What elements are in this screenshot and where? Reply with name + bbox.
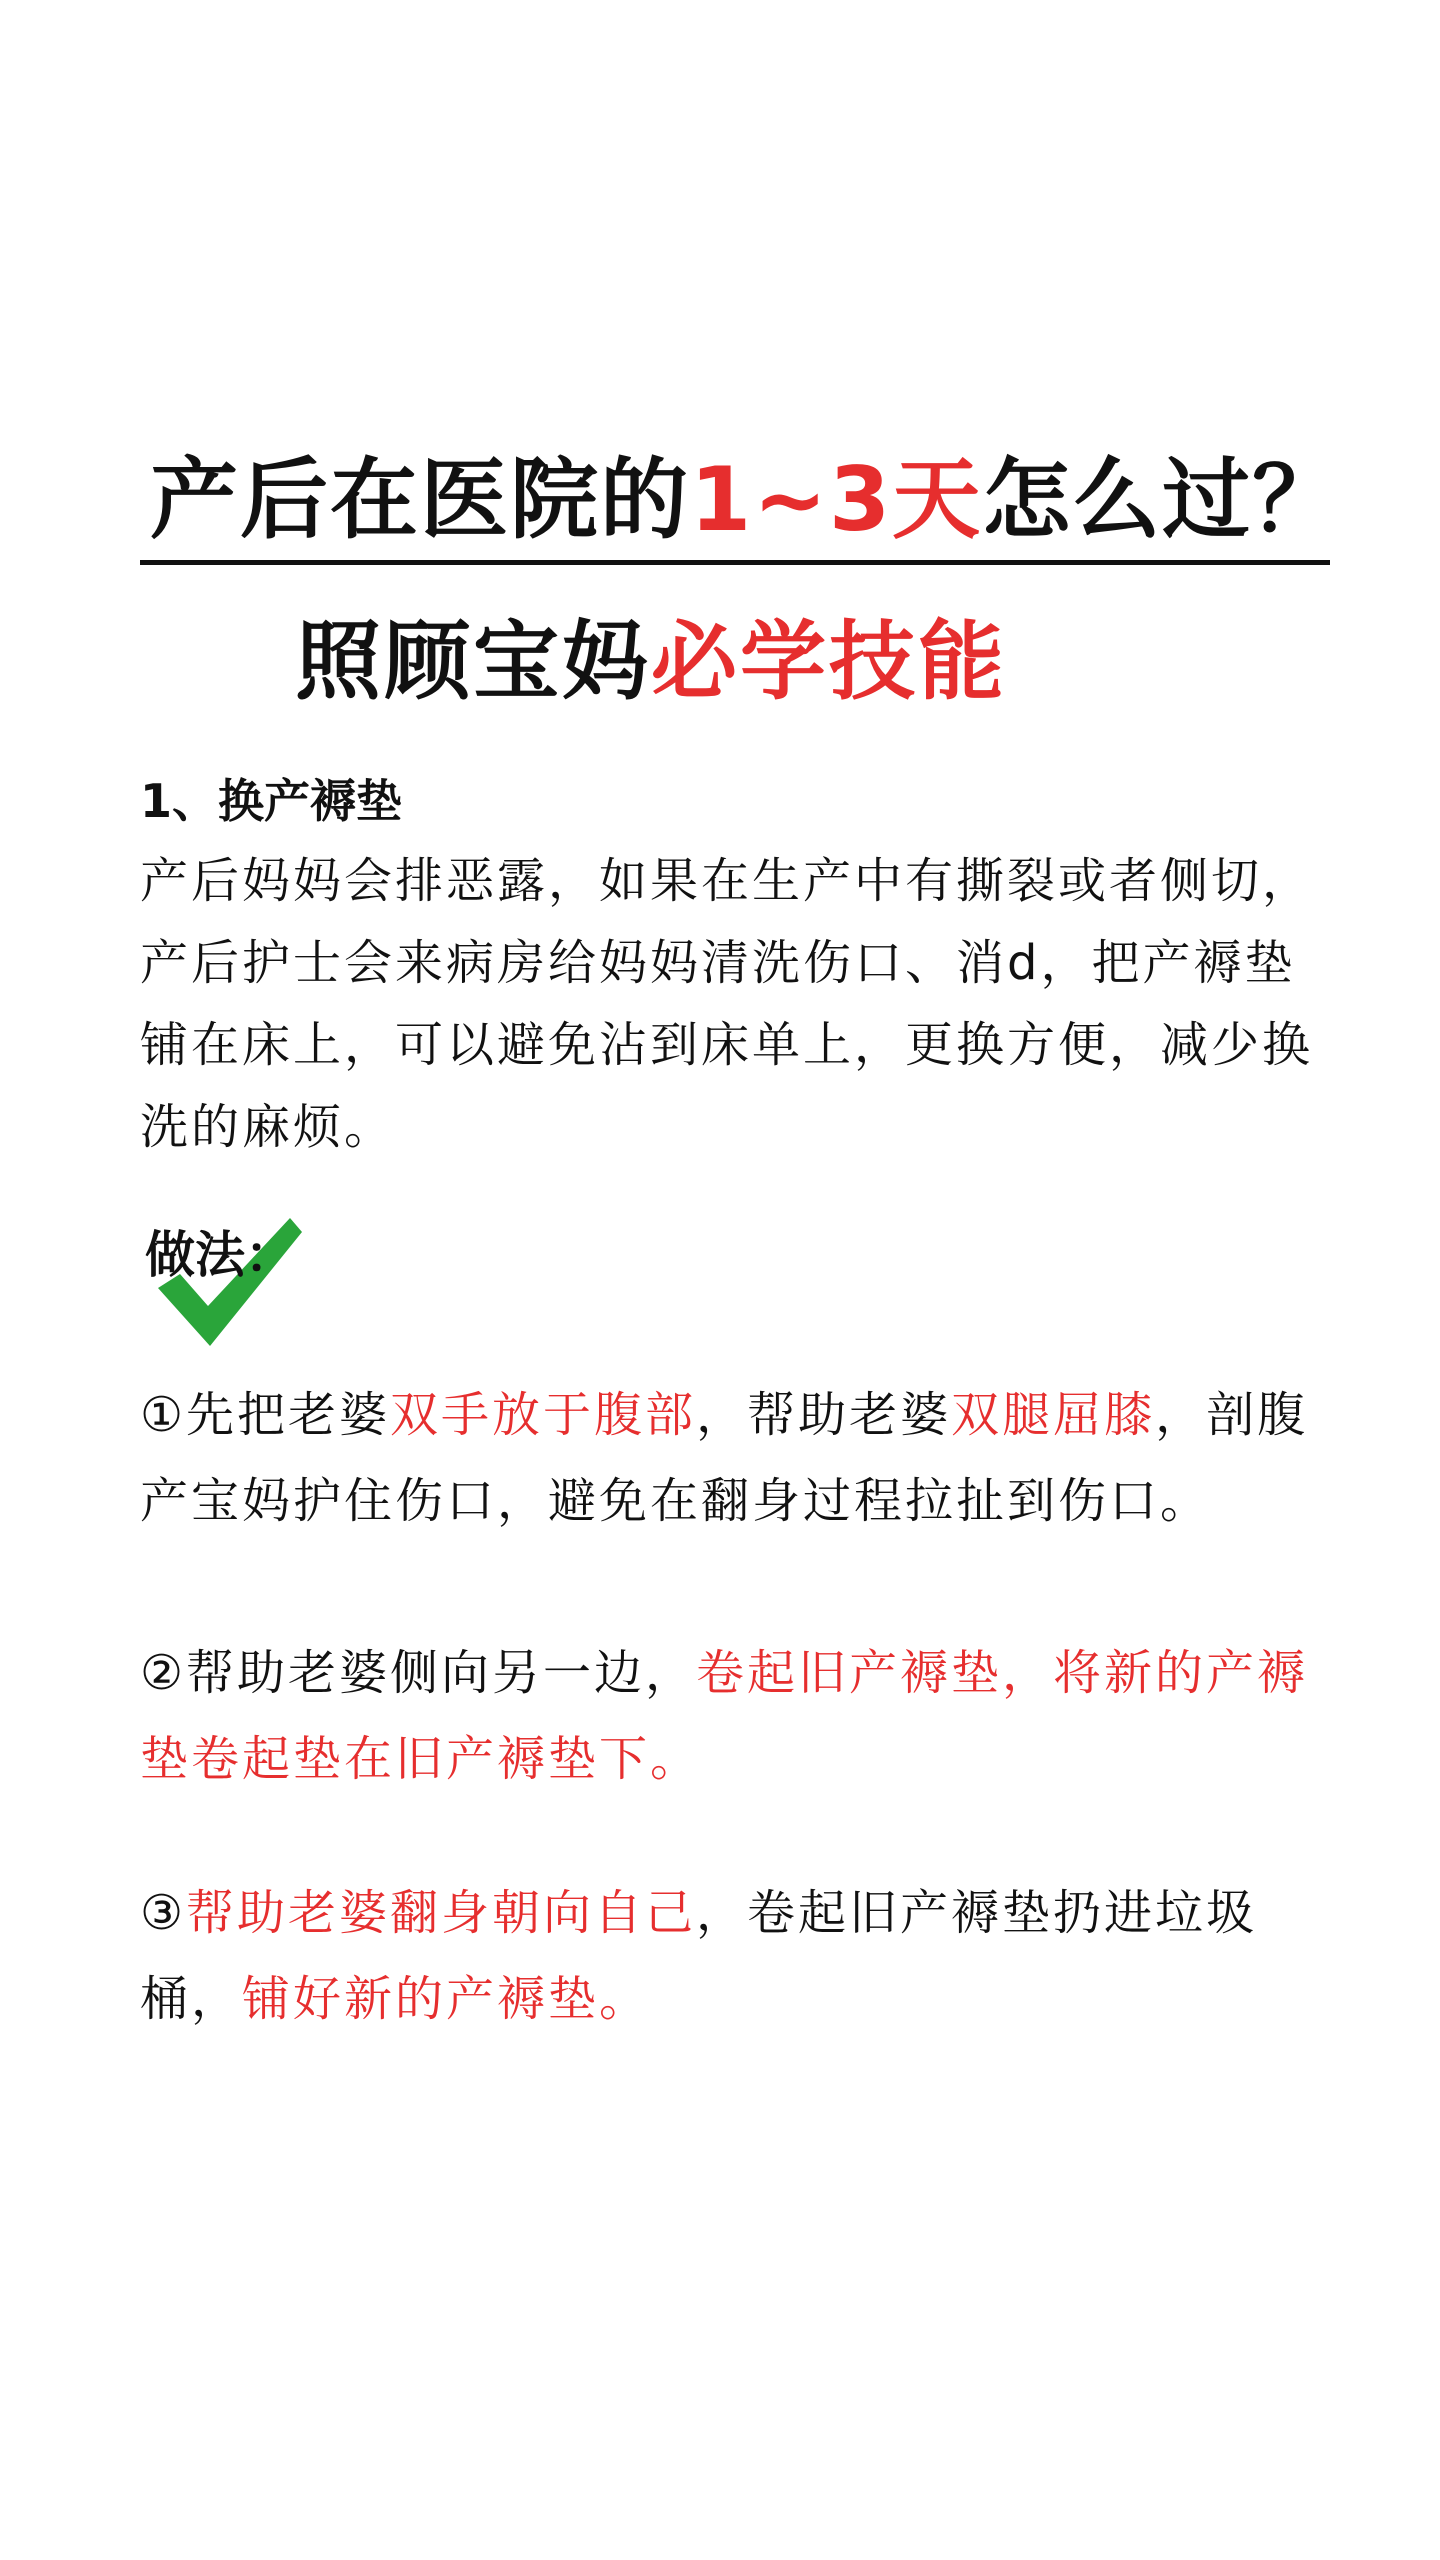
step-2 (140, 1630, 1350, 1802)
step-1-text-a: 先把老婆 (186, 1387, 391, 1443)
step-1 (140, 1372, 1350, 1544)
title-part2: 怎么过？ (982, 448, 1343, 551)
title-divider (140, 560, 1330, 565)
page-subtitle (295, 592, 1007, 716)
step-1-text-b: ，帮助老婆 (696, 1387, 952, 1443)
step-1-text-c: ，剖腹产宝妈护住伤口，避免在翻身过程拉扯到伤口。 (140, 1387, 1309, 1529)
title-highlight: 1~3天 (690, 448, 983, 551)
page-title (150, 430, 1343, 556)
step-3-marker: ③ (140, 1885, 187, 1941)
section-heading: 1、换产褥垫 (140, 774, 403, 828)
step-3-highlight-b: 铺好新的产褥垫。 (242, 1971, 651, 2027)
step-2-text-a: 帮助老婆侧向另一边， (186, 1645, 697, 1701)
step-3-highlight-a: 帮助老婆翻身朝向自己 (186, 1885, 697, 1941)
step-1-highlight-b: 双腿屈膝 (951, 1387, 1156, 1443)
step-3 (140, 1870, 1350, 2042)
section-paragraph: 产后妈妈会排恶露，如果在生产中有撕裂或者侧切，产后护士会来病房给妈妈清洗伤口、消d，把产褥垫铺在床上，可以避免沾到床单上，更换方便，减少换洗的麻烦。 (140, 853, 1314, 1155)
step-2-highlight-a: 卷起旧产褥垫，将新的产褥垫卷起垫在旧产褥垫下。 (140, 1645, 1309, 1787)
subtitle-part1: 照顾宝妈 (295, 612, 651, 712)
step-2-marker: ② (140, 1645, 187, 1701)
subtitle-highlight: 必学技能 (651, 612, 1007, 712)
method-label: 做法： (145, 1226, 295, 1284)
title-part1: 产后在医院的 (150, 448, 691, 551)
step-3-text-a: ，卷起旧产褥垫扔进垃圾桶， (140, 1885, 1258, 2027)
step-1-highlight-a: 双手放于腹部 (390, 1387, 697, 1443)
step-1-marker: ① (140, 1387, 187, 1443)
